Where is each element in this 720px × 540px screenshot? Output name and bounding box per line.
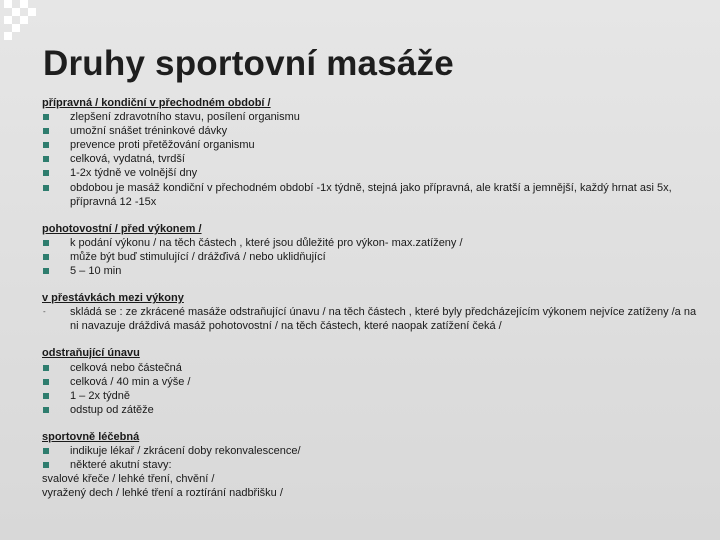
corner-checker-decoration [4,0,44,40]
slide-content [42,96,702,500]
bullet-item: 1 – 2x týdně [42,389,702,403]
bullet-item: zlepšení zdravotního stavu, posílení organismu [42,110,702,124]
square-bullet-icon [43,114,49,120]
bullet-item: umožní snášet tréninkové dávky [42,124,702,138]
plain-line: vyražený dech / lehké tření a roztírání nadbřišku / [42,487,283,500]
bullet-item: některé akutní stavy: [42,458,702,472]
bullet-item: může být buď stimulující / drážďivá / nebo uklidňující [42,250,702,264]
bullet-item: 1-2x týdně ve volnější dny [42,166,702,180]
bullet-item: 5 – 10 min [42,264,702,278]
bullet-item: celková / 40 min a výše / [42,375,702,389]
section-sportovne-lecebna [42,430,702,500]
section-heading: pohotovostní / před výkonem / [42,222,202,235]
bullet-item: celková nebo částečná [42,361,702,375]
square-bullet-icon [43,393,49,399]
square-bullet-icon [43,407,49,413]
section-heading: přípravná / kondiční v přechodném období / [42,97,271,109]
bullet-item: prevence proti přetěžování organismu [42,138,702,152]
section-prestavky [42,291,702,333]
square-bullet-icon [43,128,49,134]
square-bullet-icon [43,268,49,274]
square-bullet-icon [43,142,49,148]
square-bullet-icon [43,185,49,191]
square-bullet-icon [43,254,49,260]
section-heading: v přestávkách mezi výkony [42,292,184,305]
square-bullet-icon [43,365,49,371]
section-heading: sportovně léčebná [42,430,140,443]
section-heading: odstraňující únavu [42,347,140,360]
slide-title: Druhy sportovní masáže [43,44,454,83]
square-bullet-icon [43,240,49,246]
square-bullet-icon [43,379,49,385]
square-bullet-icon [43,462,49,468]
section-pripravna [42,96,702,209]
bullet-item: celková, vydatná, tvrdší [42,152,702,166]
bullet-item: obdobou je masáž kondiční v přechodném období -1x týdně, stejná jako přípravná, ale kratší a jemnější, každý hrnat asi 5x, přípravná 12 -15x [42,181,702,209]
square-bullet-icon [43,170,49,176]
bullet-item: k podání výkonu / na těch částech , které jsou důležité pro výkon- max.zatíženy / [42,236,702,250]
square-bullet-icon [43,448,49,454]
section-pohotovostni [42,222,702,278]
bullet-item: indikuje lékař / zkrácení doby rekonvalescence/ [42,444,702,458]
dash-item: - skládá se : ze zkrácené masáže odstraňující únavu / na těch částech , které byly předcházejícím výkonem nejvíce zatíženy /a na ni navazuje dráždivá masáž pohotovostní / na těch částech, které naopak zatížení čeká / [43,306,697,333]
bullet-item: odstup od zátěže [42,403,702,417]
square-bullet-icon [43,156,49,162]
section-odstranujici-unavu [42,346,702,416]
plain-line: svalové křeče / lehké tření, chvění / [42,473,215,486]
dash-bullet-icon: - [43,307,46,317]
